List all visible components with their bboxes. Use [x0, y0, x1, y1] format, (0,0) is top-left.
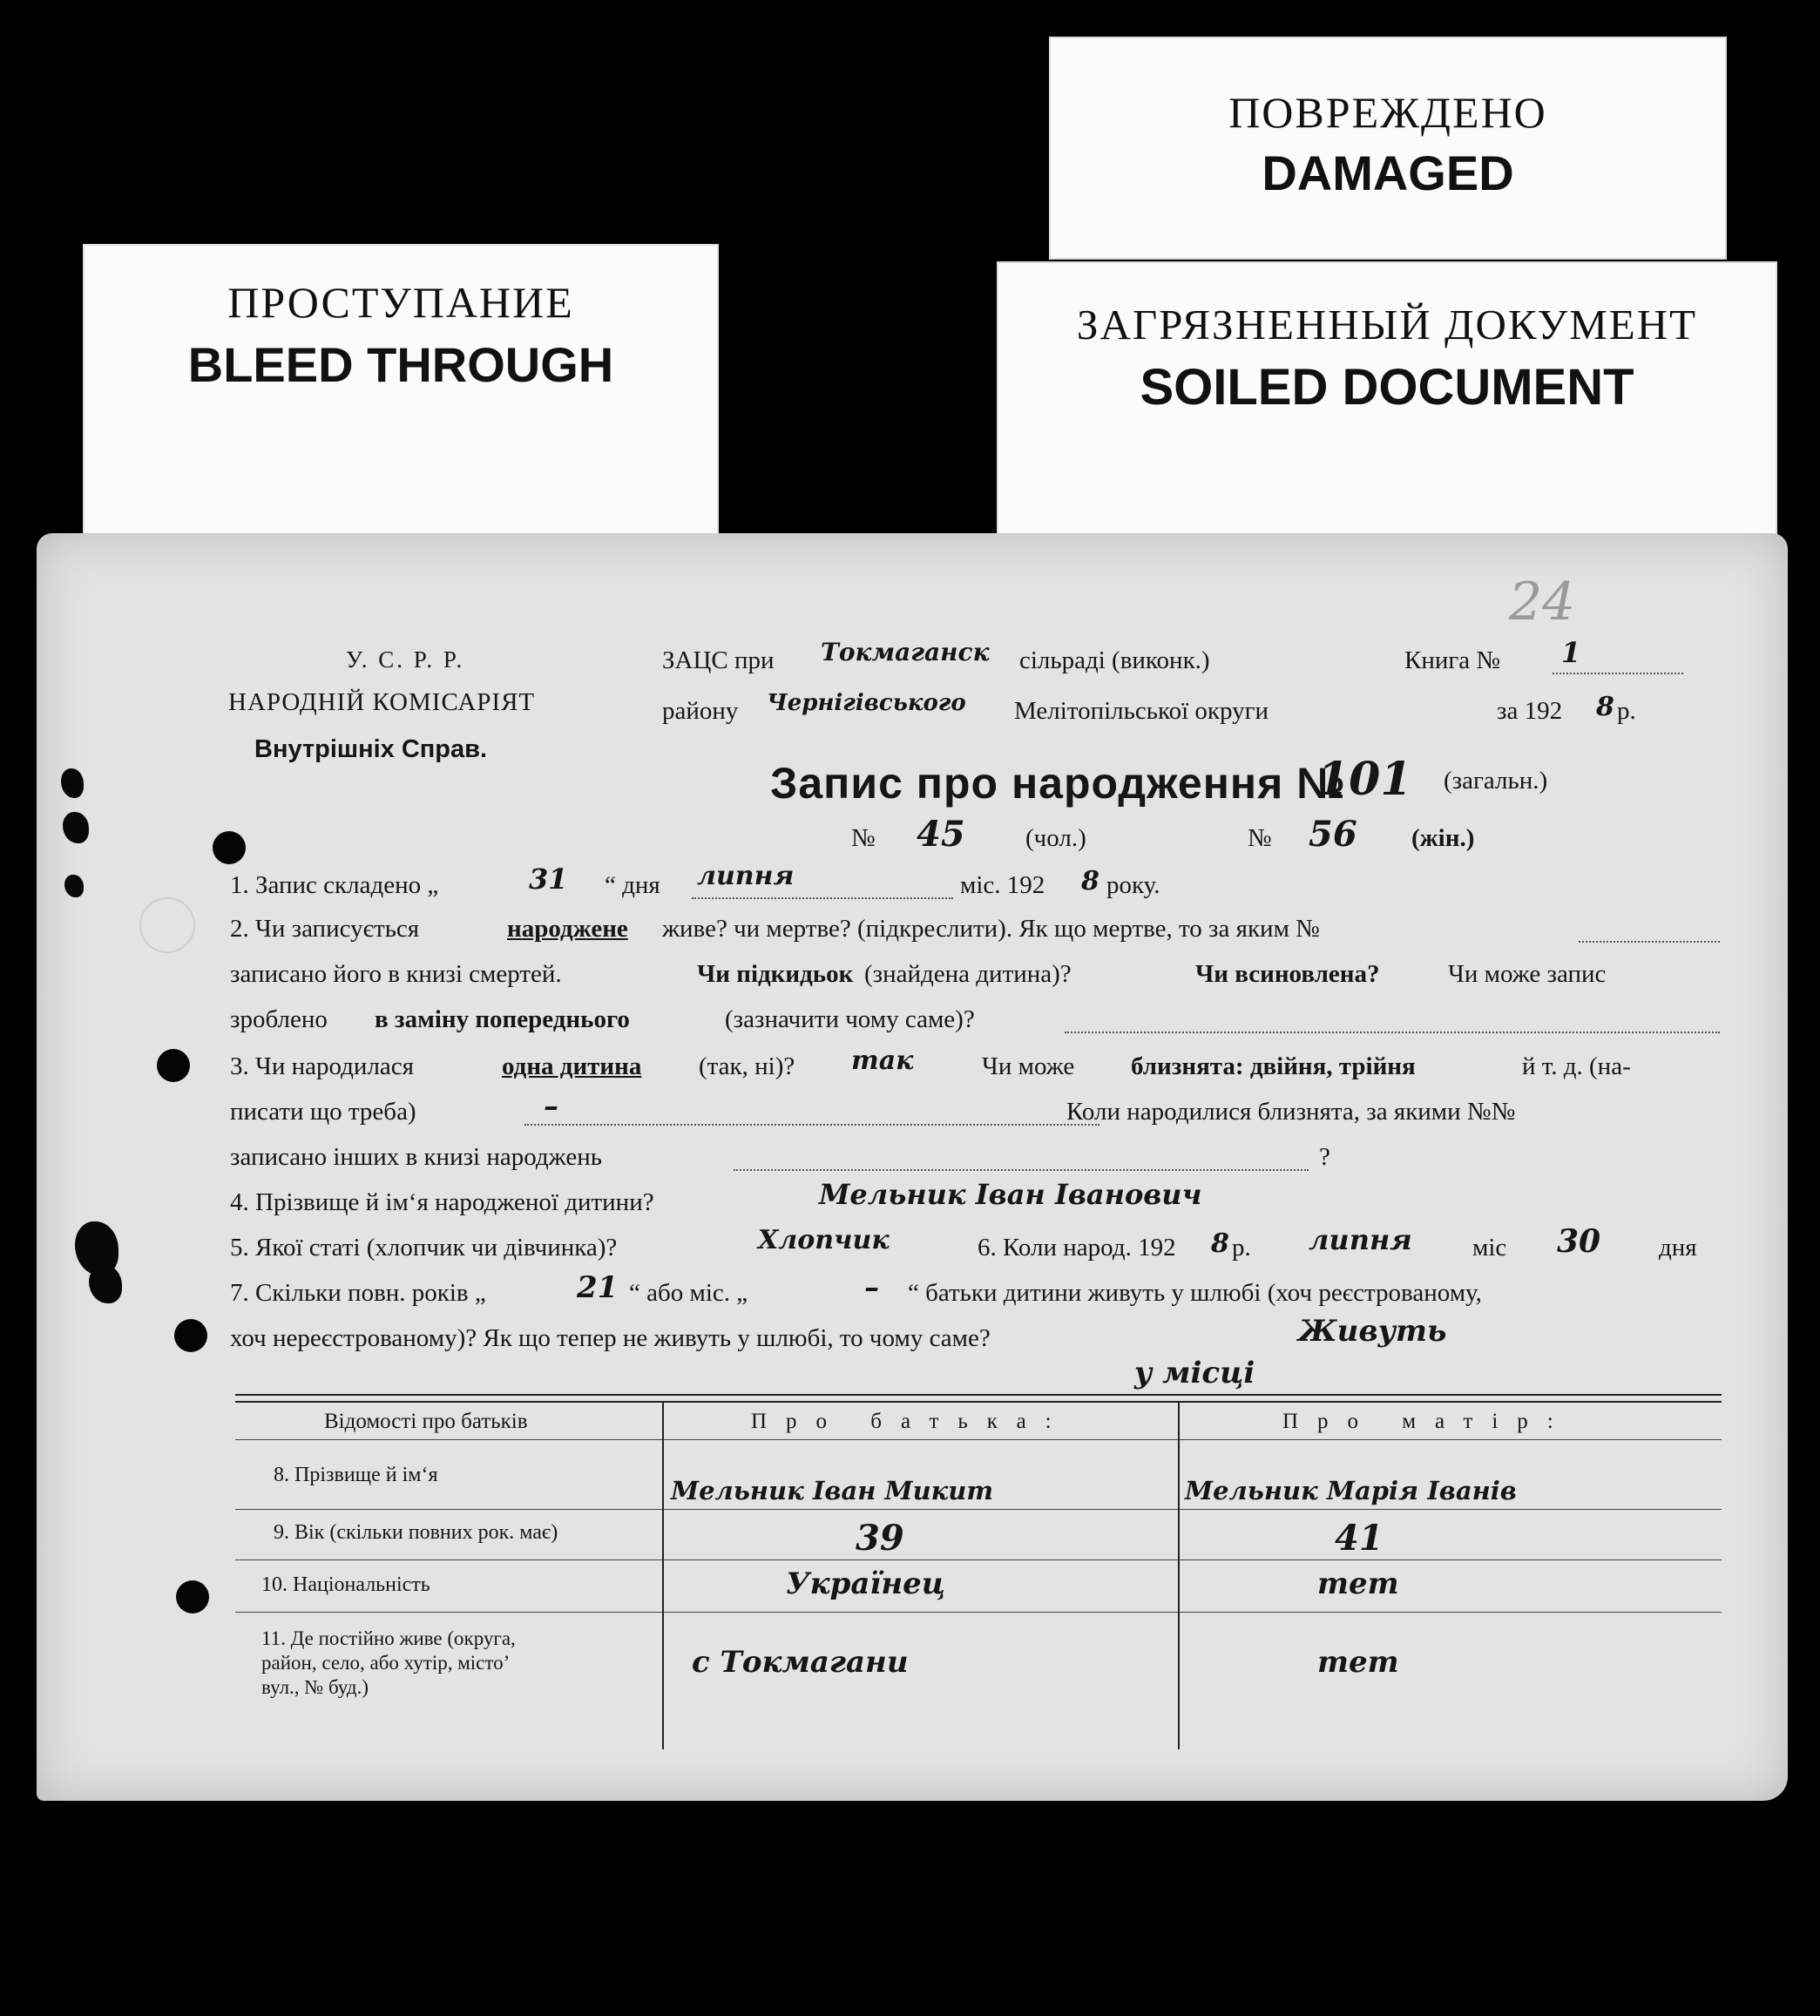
q7-years: 21	[577, 1270, 619, 1305]
q2-line2-b: Чи підкидьок	[697, 960, 854, 988]
dotted-line	[524, 1124, 1099, 1126]
row11-father: с Токмагани	[692, 1645, 909, 1680]
q2-line1-c: живе? чи мертве? (підкреслити). Як що мертве, то за яким №	[662, 915, 1320, 943]
table-row-rule	[235, 1612, 1722, 1613]
female-no-value: 56	[1309, 814, 1357, 855]
year-prefix: за 192	[1497, 697, 1563, 725]
ink-blot	[63, 812, 89, 843]
district-suffix: Мелітопільської округи	[1014, 697, 1269, 725]
corner-pencil-number: 24	[1509, 572, 1576, 633]
book-value: 1	[1561, 636, 1581, 669]
q2-line3-b: в заміну попереднього	[375, 1005, 630, 1033]
q7-months: –	[864, 1270, 879, 1305]
q1-day-label: “ дня	[605, 871, 660, 899]
q2-line2-e: Чи може запис	[1448, 960, 1607, 988]
year-suffix: р.	[1617, 697, 1636, 725]
dotted-line	[692, 897, 953, 899]
row11-mother: тет	[1317, 1645, 1399, 1680]
q3-line3-b: ?	[1319, 1143, 1330, 1171]
q7-suffix: “ батьки дитини живуть у шлюбі (хоч реєстрованому,	[908, 1279, 1482, 1307]
total-label: (загальн.)	[1444, 767, 1548, 795]
q7-mid: “ або міс. „	[629, 1279, 748, 1307]
soiled-label-en: SOILED DOCUMENT	[1140, 359, 1634, 416]
damaged-label-en: DAMAGED	[1262, 145, 1514, 200]
q6-day: 30	[1557, 1223, 1601, 1260]
zags-suffix: сільраді (виконк.)	[1019, 646, 1210, 674]
q6-year: 8	[1211, 1228, 1229, 1259]
birth-record-form	[37, 533, 1788, 1801]
row10-father: Українец	[786, 1566, 946, 1601]
row11-label-line1: 11. Де постійно живе (округа,	[261, 1627, 516, 1649]
table-header-father: Про батька:	[751, 1410, 1071, 1433]
damaged-label-ru: ПОВРЕЖДЕНО	[1228, 88, 1547, 137]
q6-month-label: міс	[1472, 1234, 1507, 1262]
record-number: 101	[1317, 753, 1412, 806]
bleed-label-en: BLEED THROUGH	[187, 337, 614, 392]
q7-line2: хоч нереєстрованому)? Як що тепер не живуть у шлюбі, то чому саме?	[230, 1324, 991, 1352]
bleed-label-ru: ПРОСТУПАНИЕ	[227, 278, 574, 327]
ink-blot	[89, 1265, 122, 1303]
row9-label: 9. Вік (скільки повних рок. має)	[274, 1521, 558, 1544]
q6-prefix: 6. Коли народ. 192	[978, 1234, 1176, 1262]
zags-value: Токмаганск	[821, 638, 990, 666]
q5-label: 5. Якої статі (хлопчик чи дівчинка)?	[230, 1234, 618, 1262]
row9-father: 39	[856, 1518, 904, 1559]
row10-label: 10. Національність	[261, 1573, 430, 1596]
dotted-line	[1065, 1032, 1720, 1033]
q3-line2-answer: –	[544, 1089, 558, 1124]
punch-hole	[174, 1319, 207, 1352]
q1-day: 31	[529, 863, 568, 896]
ink-blot	[64, 875, 84, 897]
commissariat-label: НАРОДНІЙ КОМІСАРІЯТ	[228, 688, 536, 716]
dotted-line	[734, 1169, 1309, 1171]
q3-answer: так	[851, 1045, 914, 1076]
q2-line3-c: (зазначити чому саме)?	[725, 1005, 975, 1033]
q6-day-label: дня	[1659, 1234, 1697, 1262]
q1-prefix: 1. Запис складено „	[230, 871, 439, 899]
q1-month: липня	[697, 861, 795, 891]
q4-label: 4. Прізвище й ім‘я народженої дитини?	[230, 1188, 654, 1216]
female-no-label: №	[1248, 824, 1272, 852]
q1-year: 8	[1081, 866, 1099, 896]
q3-line2-b: Коли народилися близнята, за якими №№	[1066, 1098, 1516, 1126]
q7-prefix: 7. Скільки повн. років „	[230, 1279, 486, 1307]
female-label: (жін.)	[1411, 824, 1475, 852]
punch-hole	[213, 831, 246, 864]
ministry-label: Внутрішніх Справ.	[254, 735, 488, 763]
q2-line2-a: записано його в книзі смертей.	[230, 960, 562, 988]
row11-label-line2: район, село, або хутір, місто’	[261, 1652, 511, 1674]
table-col-divider	[1178, 1401, 1180, 1749]
male-label: (чол.)	[1025, 824, 1086, 852]
faint-ring	[139, 897, 195, 953]
table-col-divider	[662, 1401, 664, 1749]
q7-answer-1: Живуть	[1298, 1314, 1447, 1349]
male-no-label: №	[851, 824, 876, 852]
row10-mother: тет	[1317, 1566, 1399, 1601]
q1-suffix: року.	[1106, 871, 1160, 899]
table-header-rule	[235, 1439, 1722, 1440]
soiled-label-ru: ЗАГРЯЗНЕННЫЙ ДОКУМЕНТ	[1076, 301, 1698, 348]
damaged-label-card	[1049, 37, 1727, 260]
district-value: Чернігівського	[767, 690, 966, 716]
q2-line2-d: Чи всиновлена?	[1195, 960, 1380, 988]
table-row-rule	[235, 1559, 1722, 1560]
republic-label: У. С. Р. Р.	[346, 646, 465, 673]
row9-mother: 41	[1335, 1518, 1384, 1559]
q3-line1-e: близнята: двійня, трійня	[1131, 1052, 1416, 1080]
male-no-value: 45	[917, 814, 965, 855]
book-label: Книга №	[1404, 646, 1501, 674]
district-prefix: району	[662, 697, 739, 725]
row8-mother: Мельник Марія Іванів	[1185, 1476, 1517, 1505]
year-value: 8	[1596, 692, 1614, 722]
zags-prefix: ЗАЦС при	[662, 646, 775, 674]
table-header-mother: Про матір:	[1282, 1410, 1573, 1433]
q4-answer: Мельник Іван Іванович	[819, 1178, 1202, 1211]
q2-line2-c: (знайдена дитина)?	[864, 960, 1072, 988]
row8-father: Мельник Іван Микит	[671, 1476, 994, 1505]
q2-line3-a: зроблено	[230, 1005, 328, 1033]
bleed-through-label-card	[83, 244, 719, 536]
q3-line2-a: писати що треба)	[230, 1098, 416, 1126]
q3-line1-f: й т. д. (на-	[1522, 1052, 1631, 1080]
q3-line1-d: Чи може	[982, 1052, 1075, 1080]
table-top-rule	[235, 1401, 1722, 1403]
table-top-rule	[235, 1394, 1722, 1396]
q3-one-child: одна дитина	[502, 1052, 642, 1080]
table-row-rule	[235, 1509, 1722, 1510]
q2-born: народжене	[507, 915, 628, 943]
dotted-line	[1553, 673, 1683, 674]
table-header-parents: Відомості про батьків	[324, 1410, 528, 1433]
q6-year-suffix: р.	[1232, 1234, 1251, 1262]
q3-line1-a: 3. Чи народилася	[230, 1052, 415, 1080]
ink-blot	[61, 768, 84, 798]
punch-hole	[157, 1049, 190, 1082]
dotted-line	[1579, 941, 1720, 943]
q2-line1-a: 2. Чи записується	[230, 915, 420, 943]
q5-answer: Хлопчик	[758, 1225, 890, 1255]
record-title: Запис про народження №	[770, 759, 1346, 808]
punch-hole	[176, 1580, 209, 1613]
q3-line1-c: (так, ні)?	[699, 1052, 795, 1080]
q6-month: липня	[1309, 1223, 1412, 1256]
q7-answer-2: у місці	[1134, 1356, 1255, 1390]
q3-line3-a: записано інших в книзі народжень	[230, 1143, 602, 1171]
q1-month-label: міс. 192	[960, 871, 1045, 899]
row8-label: 8. Прізвище й ім‘я	[274, 1464, 438, 1486]
row11-label-line3: вул., № буд.)	[261, 1676, 369, 1698]
